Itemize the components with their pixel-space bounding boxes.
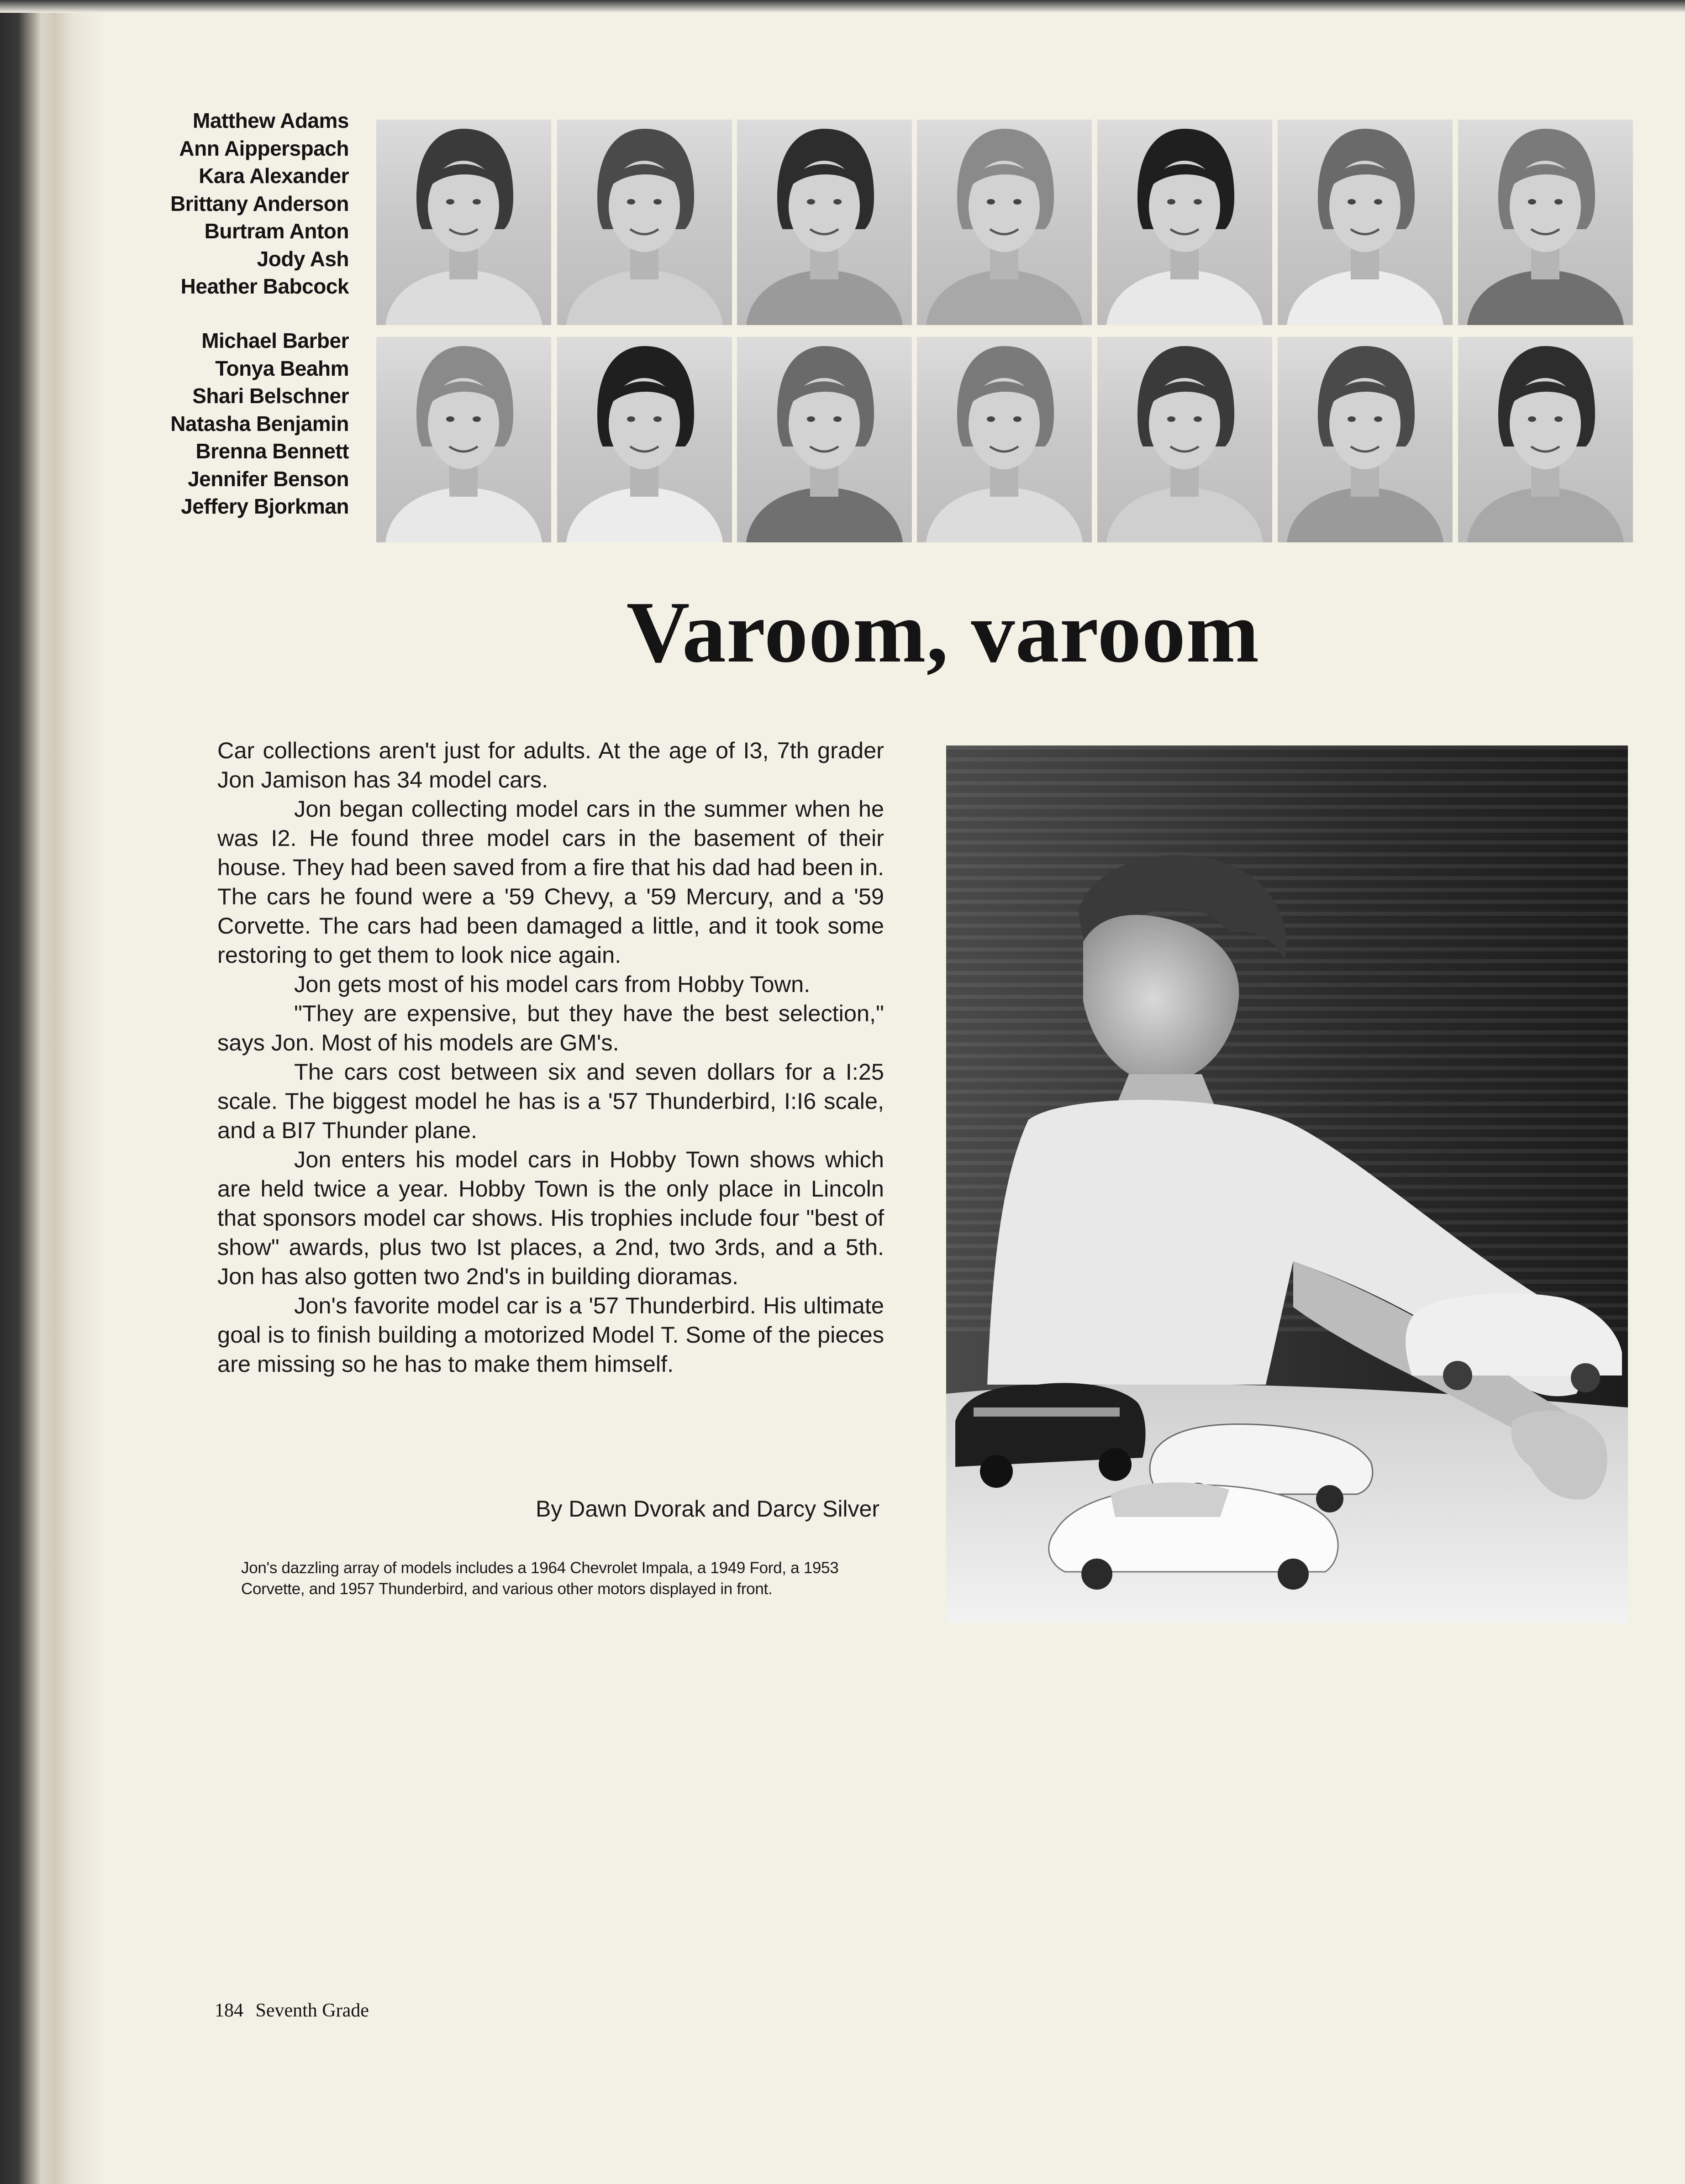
page-top-edge	[0, 0, 1685, 13]
feature-photo	[946, 746, 1628, 1623]
section-title: Seventh Grade	[255, 2000, 369, 2021]
student-portrait	[917, 337, 1092, 542]
student-name: Jody Ash	[257, 247, 349, 271]
student-name: Matthew Adams	[193, 109, 349, 132]
article-paragraph: Jon began collecting model cars in the summer when he was I2. He found three model cars in the basement of their house. They had been saved from a fire that his dad had been in. The cars he found were a '59 Chevy, a '59 Mercury, and a '59 Corvette. The cars had been damaged a little, and it took some restoring to get them to look nice again.	[217, 796, 884, 968]
student-portrait	[557, 337, 732, 542]
page-footer	[215, 1999, 376, 2022]
student-name: Burtram Anton	[204, 219, 349, 243]
student-portrait	[376, 120, 551, 325]
portrait-silhouette	[557, 120, 732, 325]
article-paragraph: Jon enters his model cars in Hobby Town shows which are held twice a year. Hobby Town is the only place in Lincoln that sponsors model car shows. His trophies include four "best of show" awards, plus two Ist places, a 2nd, two 3rds, and a 5th. Jon has also gotten two 2nd's in building dioramas.	[217, 1146, 884, 1289]
student-portrait	[917, 120, 1092, 325]
byline: By Dawn Dvorak and Darcy Silver	[535, 1496, 879, 1522]
student-name: Natasha Benjamin	[170, 411, 349, 436]
student-name: Jeffery Bjorkman	[181, 494, 349, 518]
student-name: Brittany Anderson	[170, 191, 349, 215]
student-portrait	[557, 120, 732, 325]
portrait-silhouette	[1458, 337, 1633, 542]
portrait-silhouette	[1097, 120, 1272, 325]
article-body	[217, 736, 884, 1379]
portrait-silhouette	[1278, 120, 1453, 325]
student-name: Kara Alexander	[199, 164, 349, 188]
portrait-silhouette	[1097, 337, 1272, 542]
name-list-row-1	[75, 107, 349, 300]
student-portrait	[1278, 337, 1453, 542]
portrait-silhouette	[557, 337, 732, 542]
student-name: Shari Belschner	[192, 384, 349, 408]
student-name: Brenna Bennett	[195, 439, 349, 463]
article-paragraph: The cars cost between six and seven dollars for a I:25 scale. The biggest model he has is a '57 Thunderbird, I:I6 scale, and a BI7 Thunder plane.	[217, 1059, 884, 1143]
portrait-silhouette	[737, 337, 912, 542]
portrait-silhouette	[737, 120, 912, 325]
student-portrait	[1278, 120, 1453, 325]
portrait-silhouette	[917, 120, 1092, 325]
article-paragraph: Car collections aren't just for adults. At the age of I3, 7th grader Jon Jamison has 34 model cars.	[217, 737, 884, 793]
student-portrait	[1097, 337, 1272, 542]
portrait-silhouette	[1278, 337, 1453, 542]
portrait-silhouette	[1458, 120, 1633, 325]
student-portrait	[1458, 120, 1633, 325]
portrait-silhouette	[376, 120, 551, 325]
student-name: Ann Aipperspach	[179, 136, 349, 160]
headline: Varoom, varoom	[626, 583, 1260, 681]
student-portrait	[376, 337, 551, 542]
photo-caption: Jon's dazzling array of models includes a 1964 Chevrolet Impala, a 1949 Ford, a 1953 Corvette, and 1957 Thunderbird, and various other motors displayed in front.	[241, 1559, 839, 1598]
student-name: Tonya Beahm	[215, 356, 349, 380]
student-name: Heather Babcock	[180, 274, 349, 298]
portrait-silhouette	[917, 337, 1092, 542]
student-portrait	[737, 337, 912, 542]
article-paragraph: Jon's favorite model car is a '57 Thunderbird. His ultimate goal is to finish building a motorized Model T. Some of the pieces are missing so he has to make them himself.	[217, 1292, 884, 1377]
feature-photo-illustration	[946, 746, 1628, 1623]
student-portrait	[1097, 120, 1272, 325]
student-portrait	[737, 120, 912, 325]
page-number: 184	[215, 2000, 243, 2021]
article-paragraph: Jon gets most of his model cars from Hobby Town.	[294, 971, 811, 997]
portrait-silhouette	[376, 337, 551, 542]
article-paragraph: "They are expensive, but they have the best selection," says Jon. Most of his models are GM's.	[217, 1000, 884, 1055]
student-name: Jennifer Benson	[188, 467, 349, 491]
student-name: Michael Barber	[201, 329, 349, 352]
student-portrait	[1458, 337, 1633, 542]
name-list-row-2	[75, 327, 349, 520]
